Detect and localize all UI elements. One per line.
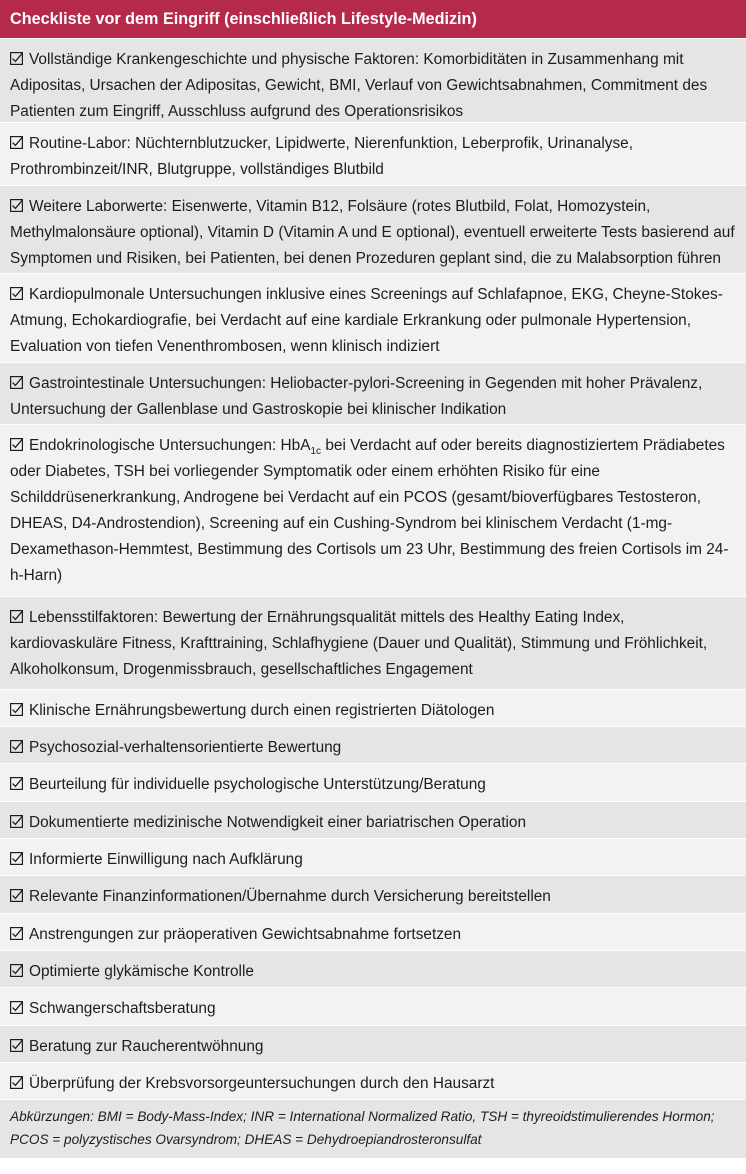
checked-box-icon <box>10 852 23 865</box>
checklist-item-text: Gastrointestinale Untersuchungen: Heliobacter-pylori-Screening in Gegenden mit hoher Prävalenz, Untersuchung der Gallenblase und Gastroskopie bei klinischer Indikation <box>10 375 703 418</box>
footnote-text: Abkürzungen: BMI = Body-Mass-Index; INR = International Normalized Ratio, TSH = thyreoidstimulierendes Hormon; PCOS = polyzystisches Ovarsyndrom; DHEAS = Dehydroepiandrosteronsulfat <box>10 1109 715 1147</box>
checklist-item <box>0 690 746 727</box>
checklist-item-text: Beurteilung für individuelle psychologische Unterstützung/Beratung <box>29 776 486 793</box>
checked-box-icon <box>10 777 23 790</box>
checklist-item-text: Dokumentierte medizinische Notwendigkeit einer bariatrischen Operation <box>29 814 527 831</box>
checked-box-icon <box>10 889 23 902</box>
abbreviations-footnote <box>0 1100 746 1158</box>
checklist-item <box>0 802 746 839</box>
checklist-item-text: Weitere Laborwerte: Eisenwerte, Vitamin B12, Folsäure (rotes Blutbild, Folat, Homozystein, Methylmalonsäure optional), Vitamin D (Vitamin A und E optional), eventuell erweiterte Tests basierend auf Symptomen und Risiken, bei Patienten, bei denen Prozeduren geplant sind, die zu Malabsorption führen <box>10 198 735 267</box>
checklist-item <box>0 764 746 802</box>
checklist-item <box>0 914 746 951</box>
checklist-item <box>0 425 746 597</box>
checklist-item-text: Vollständige Krankengeschichte und physische Faktoren: Komorbiditäten in Zusammenhang mit Adipositas, Ursachen der Adipositas, Gewicht, BMI, Verlauf von Gewichtsabnahmen, Commitment des Patienten zum Eingriff, Ausschluss aufgrund des Operationsrisikos <box>10 51 708 120</box>
checklist-item-text: Lebensstilfaktoren: Bewertung der Ernährungsqualität mittels des Healthy Eating Index, kardiovaskuläre Fitness, Krafttraining, Schlafhygiene (Dauer und Qualität), Stimmung und Fröhlichkeit, Alkoholkonsum, Drogenmissbrauch, gesellschaftliches Engagement <box>10 609 708 678</box>
checklist-item <box>0 876 746 914</box>
checked-box-icon <box>10 1001 23 1014</box>
checklist-item <box>0 727 746 764</box>
checked-box-icon <box>10 438 23 451</box>
checklist-item-text: Routine-Labor: Nüchternblutzucker, Lipidwerte, Nierenfunktion, Leberprofik, Urinanalyse, Prothrombinzeit/INR, Blutgruppe, vollständiges Blutbild <box>10 135 633 178</box>
checklist-item <box>0 597 746 690</box>
checklist-items <box>0 39 746 1100</box>
checklist-item-text: Schwangerschaftsberatung <box>29 1000 216 1017</box>
checklist-item <box>0 839 746 876</box>
checklist-title <box>0 0 746 39</box>
subscript: 1c <box>310 446 322 458</box>
checked-box-icon <box>10 1076 23 1089</box>
checked-box-icon <box>10 815 23 828</box>
checked-box-icon <box>10 703 23 716</box>
checklist-item <box>0 123 746 186</box>
checklist-item-text: Beratung zur Raucherentwöhnung <box>29 1038 264 1055</box>
checked-box-icon <box>10 376 23 389</box>
checked-box-icon <box>10 1039 23 1052</box>
checked-box-icon <box>10 136 23 149</box>
checked-box-icon <box>10 964 23 977</box>
checklist-item-text: Überprüfung der Krebsvorsorgeuntersuchungen durch den Hausarzt <box>29 1075 495 1092</box>
checklist-item-text: Klinische Ernährungsbewertung durch einen registrierten Diätologen <box>29 702 495 719</box>
checklist-item <box>0 363 746 425</box>
checklist-item-text: Endokrinologische Untersuchungen: HbA <box>29 437 311 454</box>
checked-box-icon <box>10 199 23 212</box>
checklist-item <box>0 39 746 123</box>
checklist-item-text: Optimierte glykämische Kontrolle <box>29 963 254 980</box>
checked-box-icon <box>10 52 23 65</box>
checked-box-icon <box>10 927 23 940</box>
checklist-title-text: Checkliste vor dem Eingriff (einschließlich Lifestyle-Medizin) <box>10 9 477 28</box>
checklist-item-text: Kardiopulmonale Untersuchungen inklusive eines Screenings auf Schlafapnoe, EKG, Cheyne-Stokes-Atmung, Echokardiografie, bei Verdacht auf eine kardiale Erkrankung oder pulmonale Hypertension, Evaluation von tiefen Venenthrombosen, wenn klinisch indiziert <box>10 286 723 355</box>
checklist-item-text-cont: bei Verdacht auf oder bereits diagnostiziertem Prädiabetes oder Diabetes, TSH bei vorliegender Symptomatik oder einem erhöhten Risiko für eine Schilddrüsenerkrankung, Androgene bei Verdacht auf ein PCOS (gesamt/bioverfügbares Testosteron, DHEAS, D4-Androstendion), Screening auf ein Cushing-Syndrom bei klinischem Verdacht (1-mg-Dexamethason-Hemmtest, Bestimmung des Cortisols um 23 Uhr, Bestimmung des freien Cortisols im 24-h-Harn) <box>10 437 729 584</box>
checklist-item <box>0 951 746 988</box>
checklist-item-text: Relevante Finanzinformationen/Übernahme durch Versicherung bereitstellen <box>29 888 551 905</box>
checklist-item-text: Informierte Einwilligung nach Aufklärung <box>29 851 303 868</box>
checked-box-icon <box>10 287 23 300</box>
checklist-item <box>0 1026 746 1063</box>
checklist-item <box>0 988 746 1026</box>
checklist-item-text: Psychosozial-verhaltensorientierte Bewertung <box>29 739 342 756</box>
checked-box-icon <box>10 740 23 753</box>
checked-box-icon <box>10 610 23 623</box>
checklist-item <box>0 1063 746 1100</box>
checklist-item <box>0 274 746 363</box>
checklist-item-text: Anstrengungen zur präoperativen Gewichtsabnahme fortsetzen <box>29 926 462 943</box>
checklist-item <box>0 186 746 274</box>
